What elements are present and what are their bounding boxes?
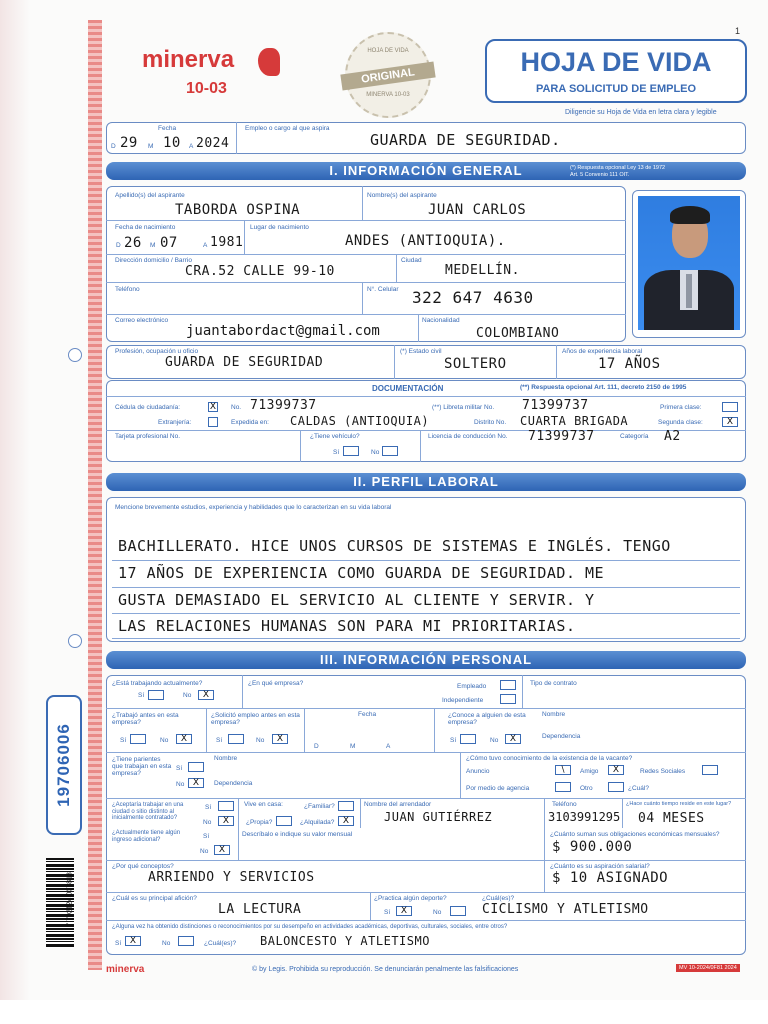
nacionalidad-field[interactable]: COLOMBIANO [476,326,560,341]
serial-box [46,695,82,835]
perfil-line-2[interactable]: 17 AÑOS DE EXPERIENCIA COMO GUARDA DE SEGURIDAD. ME [118,564,605,582]
propia-checkbox[interactable] [276,816,292,826]
independiente-checkbox[interactable] [500,694,516,704]
left-edge-shade [0,0,30,1000]
solicito-si[interactable] [228,734,244,744]
apellidos-field[interactable]: TABORDA OSPINA [175,202,301,218]
nombres-field[interactable]: JUAN CARLOS [428,202,527,218]
aficion-field[interactable]: LA LECTURA [218,902,302,917]
trabajo-antes-no[interactable]: X [176,734,192,744]
nac-anio[interactable]: 1981 [210,235,244,250]
parientes-no[interactable]: X [188,778,204,788]
vehiculo-no-checkbox[interactable] [382,446,398,456]
perforated-margin-strip [88,20,102,970]
cedula-checkbox[interactable]: X [209,402,217,412]
ciudad-field[interactable]: MEDELLÍN. [445,263,520,278]
redes-checkbox[interactable] [702,765,718,775]
instructions-text: Diligencie su Hoja de Vida en letra clara y legible [565,109,717,116]
nac-dia[interactable]: 26 [124,235,142,251]
segunda-clase-checkbox[interactable]: X [722,417,738,427]
section-1-header: I. INFORMACIÓN GENERAL [106,162,746,180]
original-stamp: HOJA DE VIDA ORIGINAL MINERVA 10-03 [345,32,431,118]
trabajando-no-checkbox[interactable]: X [198,690,214,700]
deporte-si[interactable]: X [396,906,412,916]
distrito-field[interactable]: CUARTA BRIGADA [520,414,629,428]
arrendador-field[interactable]: JUAN GUTIÉRREZ [384,810,493,824]
deporte-no[interactable] [450,906,466,916]
trabajando-si-checkbox[interactable] [148,690,164,700]
vehiculo-si-checkbox[interactable] [343,446,359,456]
minerva-logo: minerva [142,46,235,73]
page-number: 1 [735,26,741,36]
trabajo-antes-si[interactable] [130,734,146,744]
empleado-checkbox[interactable] [500,680,516,690]
lugar-field[interactable]: ANDES (ANTIOQUIA). [345,233,506,249]
otro-checkbox[interactable] [608,782,624,792]
perfil-line-1[interactable]: BACHILLERATO. HICE UNOS CURSOS DE SISTEMAS E INGLÉS. TENGO [118,537,671,555]
primera-clase-checkbox[interactable] [722,402,738,412]
footer-logo: minerva [106,964,145,975]
expedida-field[interactable]: CALDAS (ANTIOQUIA) [290,414,430,428]
bottom-margin [0,1000,768,1024]
cedula-field[interactable]: 71399737 [250,398,317,413]
obligaciones-field[interactable]: $ 900.000 [552,839,633,855]
main-title: HOJA DE VIDA [520,47,712,77]
distinciones-field[interactable]: BALONCESTO Y ATLETISMO [260,934,430,948]
parientes-si[interactable] [188,762,204,772]
agencia-checkbox[interactable] [555,782,571,792]
photo-frame [632,190,746,338]
estado-civil-field[interactable]: SOLTERO [444,356,507,372]
amigo-checkbox[interactable]: X [608,765,624,775]
conoce-no[interactable]: X [505,734,521,744]
conceptos-field[interactable]: ARRIENDO Y SERVICIOS [148,870,315,885]
cargo-field[interactable]: GUARDA DE SEGURIDAD. [370,131,561,149]
serial-number: 19706006 [54,723,73,807]
fecha-dia[interactable]: 29 [120,135,138,151]
fecha-anio[interactable]: 2024 [196,136,230,151]
copyright-text: © by Legis. Prohibida su reproducción. Se denunciarán penalmente las falsificaciones [252,966,519,973]
distinciones-si[interactable]: X [125,936,141,946]
subtitle: PARA SOLICITUD DE EMPLEO [535,83,697,95]
section-1-note: (*) Respuesta opcional Ley 13 de 1972 Art. 5 Convenio 111 OIT. [570,165,666,178]
anuncio-checkbox[interactable]: \ [555,765,571,775]
reubicar-no[interactable]: X [218,816,234,826]
form-code: 10-03 [186,80,227,97]
perfil-line-4[interactable]: LAS RELACIONES HUMANAS SON PARA MI PRIORITARIAS. [118,617,576,635]
aspiracion-field[interactable]: $ 10 ASIGNADO [552,870,669,886]
reubicar-si[interactable] [218,801,234,811]
correo-field[interactable]: juantabordact@gmail.com [186,323,380,339]
profesion-field[interactable]: GUARDA DE SEGURIDAD [165,355,324,370]
fecha-mes[interactable]: 10 [163,135,181,151]
binder-hole-top [68,348,82,362]
deportes-field[interactable]: CICLISMO Y ATLETISMO [482,902,649,917]
familiar-checkbox[interactable] [338,801,354,811]
perfil-line-3[interactable]: GUSTA DEMASIADO EL SERVICIO AL CLIENTE Y SERVIR. Y [118,591,595,609]
helmet-icon [258,48,280,76]
libreta-field[interactable]: 71399737 [522,398,589,413]
ingreso-no[interactable]: X [214,845,230,855]
section-3-header: III. INFORMACIÓN PERSONAL [106,651,746,669]
applicant-photo [638,196,740,330]
solicito-no[interactable]: X [272,734,288,744]
section-2-header: II. PERFIL LABORAL [106,473,746,491]
distinciones-no[interactable] [178,936,194,946]
extranjeria-checkbox[interactable] [208,417,218,427]
footer-code: MV 10-2024/0F81 2024 [676,964,740,972]
alquilada-checkbox[interactable]: X [338,816,354,826]
title-box [485,39,747,103]
conoce-si[interactable] [460,734,476,744]
experiencia-field[interactable]: 17 AÑOS [598,356,661,372]
binder-hole-bottom [68,634,82,648]
licencia-field[interactable]: 71399737 [528,429,595,444]
tiempo-field[interactable]: 04 MESES [638,811,705,826]
categoria-field[interactable]: A2 [664,429,681,444]
direccion-field[interactable]: CRA.52 CALLE 99-10 [185,264,335,279]
barcode-digits: 7 702124 007813 [66,872,74,927]
telefono-arrendador-field[interactable]: 3103991295 [548,810,621,824]
nac-mes[interactable]: 07 [160,235,178,251]
celular-field[interactable]: 322 647 4630 [412,288,534,307]
